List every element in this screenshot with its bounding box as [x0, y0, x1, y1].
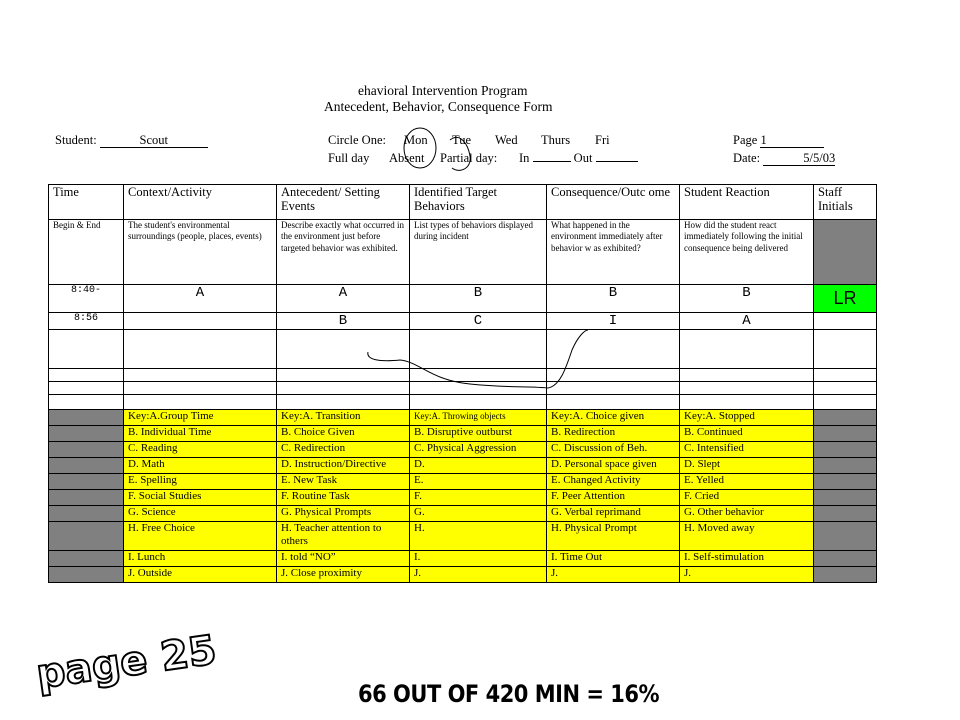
key-spacer — [814, 442, 877, 458]
header-target-behaviors: Identified Target Behaviors — [410, 185, 547, 220]
key-spacer — [49, 426, 124, 442]
cell-consequence[interactable]: B — [547, 285, 680, 313]
empty-cell[interactable] — [680, 330, 814, 369]
key-row — [49, 506, 877, 522]
key-context: E. Spelling — [124, 474, 277, 490]
day-tue[interactable]: Tue — [452, 133, 471, 147]
key-spacer — [814, 474, 877, 490]
cell-reaction[interactable]: B — [680, 285, 814, 313]
key-antecedent: D. Instruction/Directive — [277, 458, 410, 474]
table-row — [49, 330, 877, 369]
cell-time[interactable]: 8:40- — [49, 285, 124, 313]
date-label: Date: — [733, 151, 761, 165]
full-day-option[interactable]: Full day — [328, 151, 370, 165]
desc-initials — [814, 220, 877, 285]
abc-form-table — [48, 184, 877, 583]
header-antecedent: Antecedent/ Setting Events — [277, 185, 410, 220]
cell-initials[interactable]: LR — [814, 285, 877, 313]
empty-cell[interactable] — [277, 369, 410, 382]
day-thurs[interactable]: Thurs — [541, 133, 571, 147]
desc-target: List types of behaviors displayed during incident — [410, 220, 547, 285]
absent-option[interactable]: Absent — [389, 151, 425, 165]
key-reaction: F. Cried — [680, 490, 814, 506]
page-tag-label: page 25 — [33, 627, 220, 698]
key-consequence: Key:A. Choice given — [547, 410, 680, 426]
empty-cell[interactable] — [49, 330, 124, 369]
cell-initials[interactable] — [814, 313, 877, 330]
key-row — [49, 567, 877, 583]
key-spacer — [49, 506, 124, 522]
column-header-row — [49, 185, 877, 220]
key-consequence: D. Personal space given — [547, 458, 680, 474]
tue-circle-mark — [450, 137, 470, 170]
key-spacer — [49, 410, 124, 426]
table-row — [49, 395, 877, 410]
empty-cell[interactable] — [124, 395, 277, 410]
empty-cell[interactable] — [814, 395, 877, 410]
summary-label: 66 OUT OF 420 MIN = 16% — [358, 680, 659, 708]
key-context: H. Free Choice — [124, 522, 277, 551]
partial-day-option[interactable]: Partial day: — [440, 151, 498, 165]
key-consequence: F. Peer Attention — [547, 490, 680, 506]
key-reaction: G. Other behavior — [680, 506, 814, 522]
key-spacer — [814, 426, 877, 442]
date-value[interactable]: 5/5/03 — [763, 152, 835, 166]
key-spacer — [49, 522, 124, 551]
header-time: Time — [49, 185, 124, 220]
key-reaction: E. Yelled — [680, 474, 814, 490]
cell-antecedent[interactable]: A — [277, 285, 410, 313]
key-spacer — [49, 551, 124, 567]
student-label: Student: — [55, 133, 97, 147]
empty-cell[interactable] — [814, 369, 877, 382]
key-antecedent: B. Choice Given — [277, 426, 410, 442]
key-antecedent: Key:A. Transition — [277, 410, 410, 426]
header-consequence: Consequence/Outc ome — [547, 185, 680, 220]
header-context: Context/Activity — [124, 185, 277, 220]
key-consequence: G. Verbal reprimand — [547, 506, 680, 522]
desc-consequence: What happened in the environment immediately after behavior w as exhibited? — [547, 220, 680, 285]
day-fri[interactable]: Fri — [595, 133, 610, 147]
empty-cell[interactable] — [547, 330, 680, 369]
table-row — [49, 369, 877, 382]
circle-one-label: Circle One: — [328, 133, 386, 147]
empty-cell[interactable] — [277, 382, 410, 395]
page-label: Page — [733, 133, 758, 147]
out-label: Out — [573, 151, 593, 165]
key-antecedent: I. told “NO” — [277, 551, 410, 567]
mon-circle-mark — [404, 128, 436, 168]
cell-context[interactable]: A — [124, 285, 277, 313]
key-antecedent: J. Close proximity — [277, 567, 410, 583]
desc-reaction: How did the student react immediately following the initial consequence being delivered — [680, 220, 814, 285]
empty-cell[interactable] — [680, 369, 814, 382]
key-behavior-text: Key:A. Throwing objects — [414, 411, 506, 421]
key-row — [49, 458, 877, 474]
key-spacer — [814, 490, 877, 506]
key-consequence: H. Physical Prompt — [547, 522, 680, 551]
key-behavior — [410, 410, 547, 426]
key-context: J. Outside — [124, 567, 277, 583]
key-row — [49, 522, 877, 551]
key-row — [49, 490, 877, 506]
key-spacer — [814, 551, 877, 567]
empty-cell[interactable] — [547, 395, 680, 410]
cell-reaction[interactable]: A — [680, 313, 814, 330]
key-row — [49, 551, 877, 567]
key-consequence: B. Redirection — [547, 426, 680, 442]
key-spacer — [49, 442, 124, 458]
key-row — [49, 474, 877, 490]
key-spacer — [49, 567, 124, 583]
key-context: C. Reading — [124, 442, 277, 458]
day-wed[interactable]: Wed — [495, 133, 518, 147]
key-context: B. Individual Time — [124, 426, 277, 442]
key-row — [49, 410, 877, 426]
desc-context: The student's environmental surroundings (people, places, events) — [124, 220, 277, 285]
empty-cell[interactable] — [814, 330, 877, 369]
key-spacer — [814, 506, 877, 522]
key-row — [49, 442, 877, 458]
header-student-reaction: Student Reaction — [680, 185, 814, 220]
empty-cell[interactable] — [547, 369, 680, 382]
in-label: In — [519, 151, 530, 165]
cell-behavior[interactable]: C — [410, 313, 547, 330]
key-behavior: E. — [410, 474, 547, 490]
empty-cell[interactable] — [277, 395, 410, 410]
header-staff-initials: Staff Initials — [814, 185, 877, 220]
key-behavior: C. Physical Aggression — [410, 442, 547, 458]
key-behavior: F. — [410, 490, 547, 506]
cell-antecedent[interactable]: B — [277, 313, 410, 330]
key-consequence: C. Discussion of Beh. — [547, 442, 680, 458]
key-reaction: C. Intensified — [680, 442, 814, 458]
key-antecedent: E. New Task — [277, 474, 410, 490]
key-antecedent: C. Redirection — [277, 442, 410, 458]
key-consequence: J. — [547, 567, 680, 583]
student-value[interactable]: Scout — [100, 134, 208, 148]
key-behavior: D. — [410, 458, 547, 474]
empty-cell[interactable] — [49, 369, 124, 382]
key-antecedent: H. Teacher attention to others — [277, 522, 410, 551]
empty-cell[interactable] — [410, 369, 547, 382]
key-behavior: H. — [410, 522, 547, 551]
key-antecedent: G. Physical Prompts — [277, 506, 410, 522]
description-row — [49, 220, 877, 285]
cell-context[interactable] — [124, 313, 277, 330]
empty-cell[interactable] — [547, 382, 680, 395]
key-behavior: G. — [410, 506, 547, 522]
key-reaction: Key:A. Stopped — [680, 410, 814, 426]
key-consequence: E. Changed Activity — [547, 474, 680, 490]
key-behavior: B. Disruptive outburst — [410, 426, 547, 442]
key-context: I. Lunch — [124, 551, 277, 567]
key-spacer — [814, 522, 877, 551]
key-reaction: D. Slept — [680, 458, 814, 474]
day-mon[interactable]: Mon — [404, 133, 428, 147]
key-spacer — [814, 458, 877, 474]
key-spacer — [814, 567, 877, 583]
empty-cell[interactable] — [124, 369, 277, 382]
key-reaction: B. Continued — [680, 426, 814, 442]
key-behavior: J. — [410, 567, 547, 583]
key-reaction: J. — [680, 567, 814, 583]
cell-consequence[interactable]: I — [547, 313, 680, 330]
empty-cell[interactable] — [680, 382, 814, 395]
desc-time: Begin & End — [49, 220, 124, 285]
empty-cell[interactable] — [124, 382, 277, 395]
empty-cell[interactable] — [410, 395, 547, 410]
key-antecedent: F. Routine Task — [277, 490, 410, 506]
key-consequence: I. Time Out — [547, 551, 680, 567]
empty-cell[interactable] — [277, 330, 410, 369]
key-spacer — [49, 490, 124, 506]
key-context: F. Social Studies — [124, 490, 277, 506]
page-value[interactable]: 1 — [760, 134, 824, 148]
key-spacer — [49, 474, 124, 490]
table-row — [49, 382, 877, 395]
empty-cell[interactable] — [49, 382, 124, 395]
key-row — [49, 426, 877, 442]
form-title-line1: ehavioral Intervention Program — [358, 83, 528, 98]
empty-cell[interactable] — [680, 395, 814, 410]
key-context: Key:A.Group Time — [124, 410, 277, 426]
key-behavior: I. — [410, 551, 547, 567]
desc-antecedent: Describe exactly what occurred in the environment just before targeted behavior was exhibited. — [277, 220, 410, 285]
key-spacer — [49, 458, 124, 474]
empty-cell[interactable] — [124, 330, 277, 369]
cell-behavior[interactable]: B — [410, 285, 547, 313]
key-context: G. Science — [124, 506, 277, 522]
cell-time[interactable]: 8:56 — [49, 313, 124, 330]
empty-cell[interactable] — [49, 395, 124, 410]
empty-cell[interactable] — [814, 382, 877, 395]
key-spacer — [814, 410, 877, 426]
key-reaction: I. Self-stimulation — [680, 551, 814, 567]
key-reaction: H. Moved away — [680, 522, 814, 551]
empty-cell[interactable] — [410, 330, 547, 369]
form-title-line2: Antecedent, Behavior, Consequence Form — [324, 99, 553, 114]
table-row — [49, 313, 877, 330]
table-row — [49, 285, 877, 313]
empty-cell[interactable] — [410, 382, 547, 395]
key-context: D. Math — [124, 458, 277, 474]
